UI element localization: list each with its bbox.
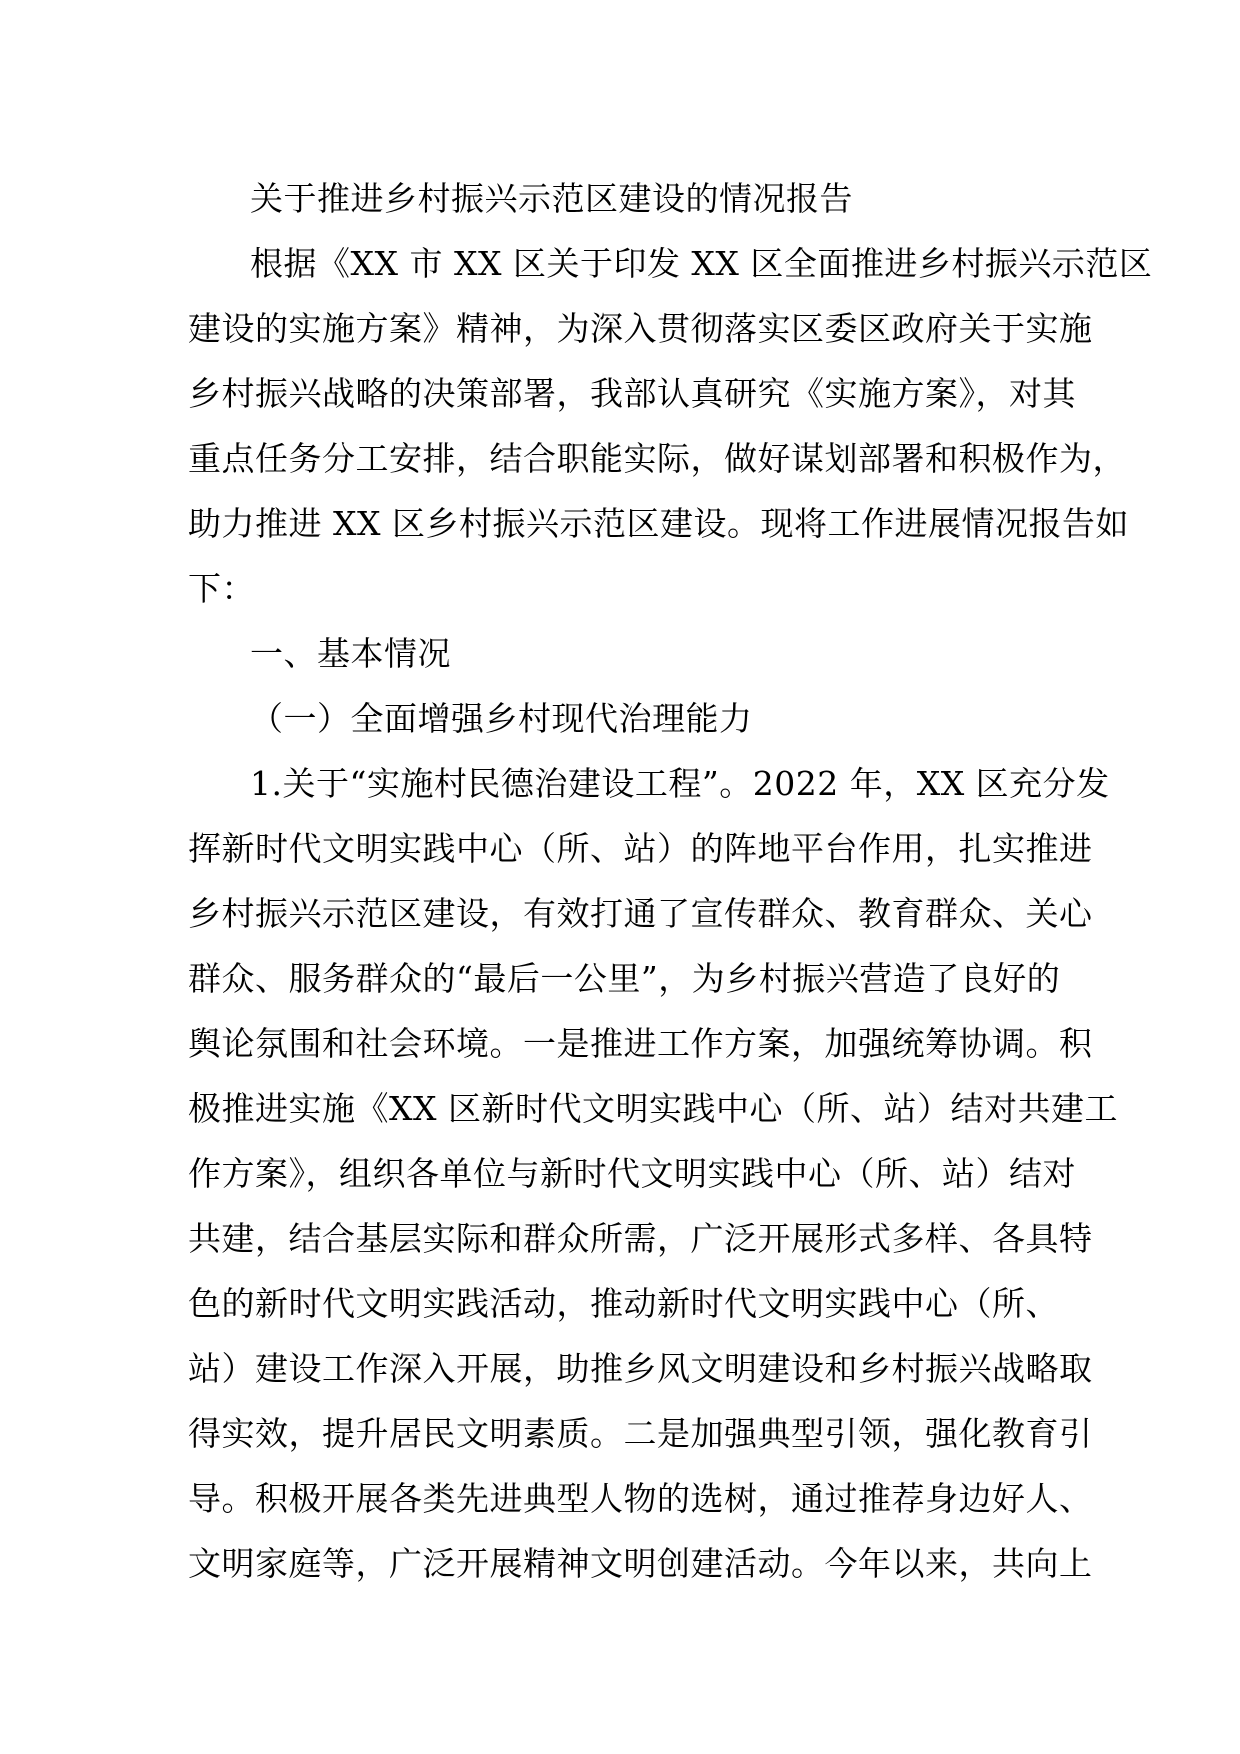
paragraph-line: 下： — [188, 569, 255, 608]
paragraph-line: 乡村振兴战略的决策部署，我部认真研究《实施方案》，对其 — [188, 374, 1076, 413]
document-page — [188, 166, 1153, 1596]
paragraph-line: 得实效，提升居民文明素质。二是加强典型引领，强化教育引 — [188, 1414, 1093, 1453]
item1-paragraph — [188, 751, 1118, 1596]
paragraph-line: 重点任务分工安排，结合职能实际，做好谋划部署和积极作为， — [188, 439, 1126, 478]
paragraph-line: 舆论氛围和社会环境。一是推进工作方案，加强统筹协调。积 — [188, 1024, 1093, 1063]
paragraph-line: 导。积极开展各类先进典型人物的选树，通过推荐身边好人、 — [188, 1479, 1093, 1518]
paragraph-line: 建设的实施方案》精神，为深入贯彻落实区委区政府关于实施 — [188, 309, 1093, 348]
document-title: 关于推进乡村振兴示范区建设的情况报告 — [250, 179, 853, 218]
paragraph-line: 群众、服务群众的“最后一公里”，为乡村振兴营造了良好的 — [188, 959, 1061, 998]
section-heading: 一、基本情况 — [250, 634, 451, 673]
paragraph-line: 1.关于“实施村民德治建设工程”。2022 年，XX 区充分发 — [250, 764, 1110, 803]
paragraph-line: 文明家庭等，广泛开展精神文明创建活动。今年以来，共向上 — [188, 1544, 1093, 1583]
paragraph-line: 极推进实施《XX 区新时代文明实践中心（所、站）结对共建工 — [188, 1089, 1118, 1128]
paragraph-line: 根据《XX 市 XX 区关于印发 XX 区全面推进乡村振兴示范区 — [250, 244, 1153, 283]
paragraph-line: 色的新时代文明实践活动，推动新时代文明实践中心（所、 — [188, 1284, 1059, 1323]
paragraph-line: 挥新时代文明实践中心（所、站）的阵地平台作用，扎实推进 — [188, 829, 1093, 868]
paragraph-line: 共建，结合基层实际和群众所需，广泛开展形式多样、各具特 — [188, 1219, 1093, 1258]
paragraph-line: 作方案》，组织各单位与新时代文明实践中心（所、站）结对 — [188, 1154, 1076, 1193]
paragraph-line: 乡村振兴示范区建设，有效打通了宣传群众、教育群众、关心 — [188, 894, 1093, 933]
intro-paragraph — [188, 231, 1153, 621]
paragraph-line: 助力推进 XX 区乡村振兴示范区建设。现将工作进展情况报告如 — [188, 504, 1129, 543]
paragraph-line: 站）建设工作深入开展，助推乡风文明建设和乡村振兴战略取 — [188, 1349, 1093, 1388]
subsection-heading: （一）全面增强乡村现代治理能力 — [250, 699, 753, 738]
